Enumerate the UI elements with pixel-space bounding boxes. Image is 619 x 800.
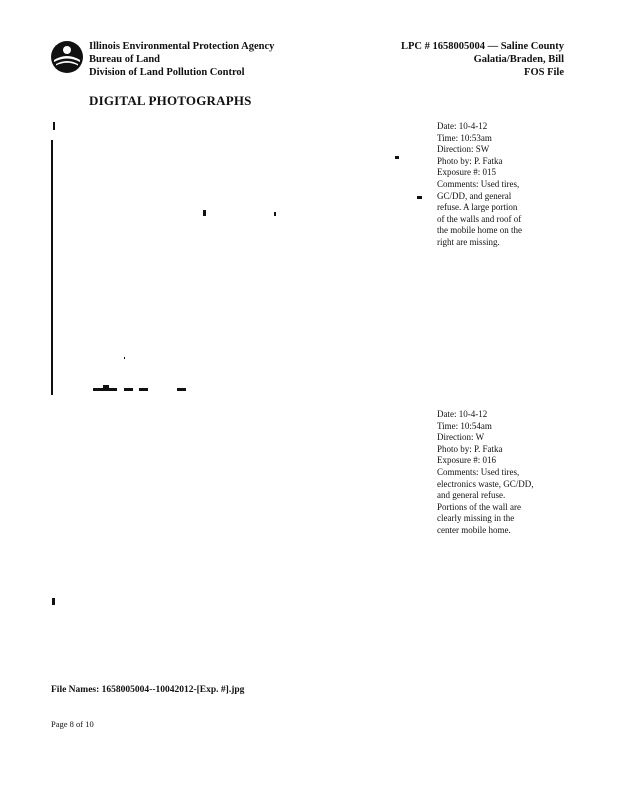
agency-division: Division of Land Pollution Control xyxy=(89,67,245,78)
photo-speck xyxy=(417,196,422,199)
caption-line: Photo by: P. Fatka xyxy=(437,155,503,166)
agency-block xyxy=(89,40,274,79)
caption-line: clearly missing in the xyxy=(437,513,515,524)
caption-line: Comments: Used tires, xyxy=(437,466,520,477)
caption-line: right are missing. xyxy=(437,236,500,247)
photo-speck xyxy=(395,156,399,159)
photo-speck xyxy=(93,388,117,391)
lpc-block xyxy=(401,40,564,79)
caption-line: Direction: SW xyxy=(437,144,490,155)
photo-speck xyxy=(124,357,125,359)
file-type: FOS File xyxy=(524,67,564,78)
photo-caption-016 xyxy=(437,409,567,537)
photo-speck xyxy=(139,388,148,391)
photo-speck xyxy=(52,598,55,605)
caption-line: Time: 10:54am xyxy=(437,420,492,431)
photo-speck xyxy=(103,385,109,388)
site-name: Galatia/Braden, Bill xyxy=(473,54,564,65)
agency-bureau: Bureau of Land xyxy=(89,54,160,65)
caption-line: GC/DD, and general xyxy=(437,190,512,201)
caption-line: Direction: W xyxy=(437,432,485,443)
illinois-epa-logo xyxy=(50,40,84,74)
photo-speck xyxy=(53,122,55,130)
photo-speck xyxy=(274,212,276,216)
caption-line: Time: 10:53am xyxy=(437,132,492,143)
caption-line: refuse. A large portion xyxy=(437,202,518,213)
caption-line: Photo by: P. Fatka xyxy=(437,443,503,454)
page-title: DIGITAL PHOTOGRAPHS xyxy=(89,93,252,108)
lpc-number: LPC # 1658005004 — Saline County xyxy=(400,41,564,52)
caption-line: the mobile home on the xyxy=(437,225,522,236)
caption-line: electronics waste, GC/DD, xyxy=(437,478,534,489)
page-number: Page 8 of 10 xyxy=(51,719,94,729)
photo-016 xyxy=(51,405,421,615)
file-names: File Names: 1658005004--10042012-[Exp. #].jpg xyxy=(51,685,245,695)
photo-speck xyxy=(177,388,186,391)
photo-015 xyxy=(51,120,421,395)
photo-edge xyxy=(51,140,53,395)
caption-line: Portions of the wall are xyxy=(437,501,521,512)
caption-line: Date: 10-4-12 xyxy=(437,121,488,131)
caption-line: Exposure #: 016 xyxy=(437,455,496,466)
caption-line: Comments: Used tires, xyxy=(437,178,520,189)
caption-line: Date: 10-4-12 xyxy=(437,409,488,419)
caption-line: of the walls and roof of xyxy=(437,213,522,224)
photo-caption-015 xyxy=(437,121,567,249)
photo-speck xyxy=(124,388,133,391)
photo-speck xyxy=(203,210,206,216)
caption-line: Exposure #: 015 xyxy=(437,167,496,178)
caption-line: center mobile home. xyxy=(437,524,511,535)
agency-name: Illinois Environmental Protection Agency xyxy=(89,41,275,52)
caption-line: and general refuse. xyxy=(437,490,506,501)
